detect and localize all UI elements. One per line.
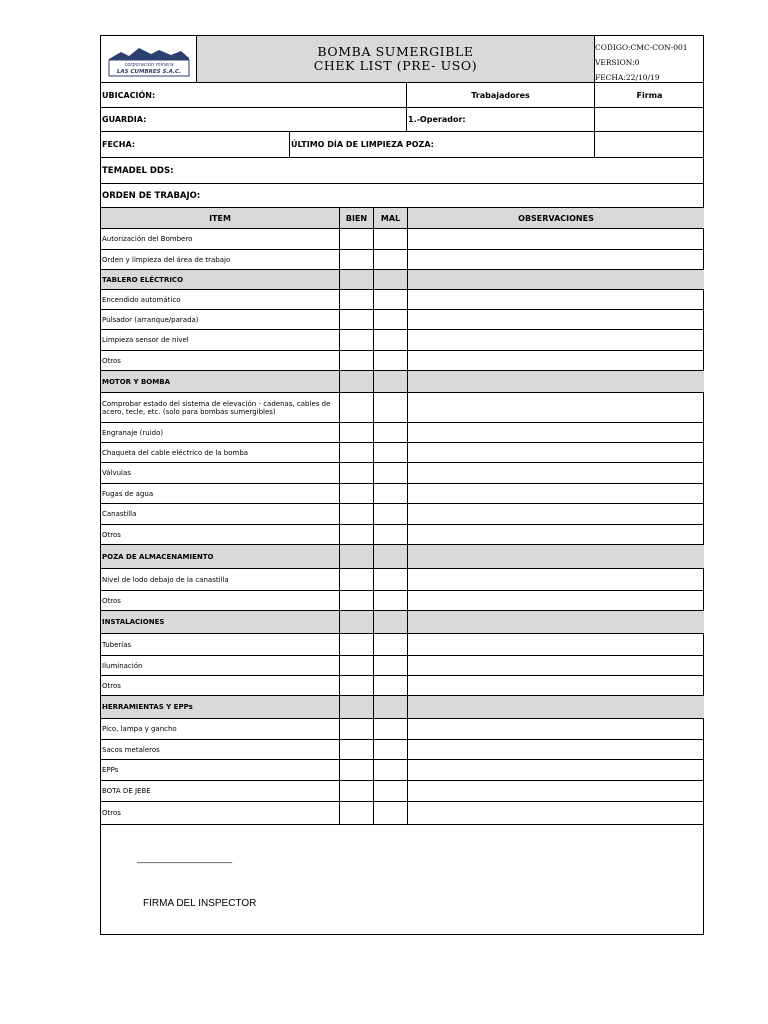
mal-checkbox[interactable] [374, 443, 407, 462]
observaciones-field[interactable] [408, 656, 704, 675]
item-label: Fugas de agua [102, 489, 154, 498]
bien-checkbox[interactable] [340, 591, 373, 610]
svg-text:LAS CUMBRES S.A.C.: LAS CUMBRES S.A.C. [116, 69, 182, 75]
item-label: Limpieza sensor de nivel [102, 336, 189, 344]
fecha-label: FECHA: [102, 140, 136, 149]
observaciones-field [408, 696, 704, 718]
checklist-sheet [100, 35, 704, 935]
item-label: Otros [102, 809, 121, 817]
observaciones-field[interactable] [408, 591, 704, 610]
svg-text:corporación minera: corporación minera [124, 62, 174, 68]
bien-checkbox[interactable] [340, 310, 373, 329]
observaciones-field [408, 371, 704, 392]
bien-checkbox[interactable] [340, 290, 373, 309]
bien-checkbox[interactable] [340, 676, 373, 695]
mal-checkbox[interactable] [374, 290, 407, 309]
bien-checkbox[interactable] [340, 719, 373, 739]
section-label: MOTOR Y BOMBA [101, 371, 339, 392]
bien-checkbox [340, 371, 373, 392]
item-label: Nivel de lodo debajo de la canastilla [102, 575, 229, 584]
observaciones-field[interactable] [408, 443, 704, 462]
observaciones-field[interactable] [408, 676, 704, 695]
header-observaciones: OBSERVACIONES [408, 208, 704, 228]
bien-checkbox[interactable] [340, 443, 373, 462]
item-label: Otros [102, 681, 121, 690]
mal-checkbox[interactable] [374, 719, 407, 739]
signature-line: ___________________ [137, 853, 233, 863]
mal-checkbox [374, 270, 407, 289]
mal-checkbox[interactable] [374, 656, 407, 675]
observaciones-field[interactable] [408, 351, 704, 370]
bien-checkbox[interactable] [340, 569, 373, 590]
bien-checkbox[interactable] [340, 393, 373, 422]
bien-checkbox [340, 545, 373, 568]
mal-checkbox[interactable] [374, 525, 407, 544]
mal-checkbox[interactable] [374, 802, 407, 824]
observaciones-field[interactable] [408, 393, 704, 422]
section-label: POZA DE ALMACENAMIENTO [101, 545, 339, 568]
mal-checkbox[interactable] [374, 484, 407, 503]
observaciones-field[interactable] [408, 719, 704, 739]
bien-checkbox [340, 696, 373, 718]
bien-checkbox[interactable] [340, 504, 373, 524]
bien-checkbox[interactable] [340, 351, 373, 370]
mal-checkbox[interactable] [374, 676, 407, 695]
item-label: EPPs [102, 766, 119, 774]
section-label: INSTALACIONES [101, 611, 339, 633]
observaciones-field[interactable] [408, 250, 704, 269]
doc-version: VERSION:0 [595, 58, 640, 67]
item-label: Engranaje (ruido) [102, 428, 164, 437]
temadel-label: TEMADEL DDS: [102, 165, 174, 176]
firma-header: Firma [636, 90, 663, 100]
mal-checkbox[interactable] [374, 351, 407, 370]
mal-checkbox[interactable] [374, 330, 407, 350]
mal-checkbox[interactable] [374, 634, 407, 655]
observaciones-field[interactable] [408, 229, 704, 249]
mal-checkbox[interactable] [374, 250, 407, 269]
item-label: Iluminación [102, 661, 143, 670]
trabajadores-header: Trabajadores [471, 90, 530, 100]
bien-checkbox[interactable] [340, 250, 373, 269]
bien-checkbox [340, 611, 373, 633]
mal-checkbox[interactable] [374, 423, 407, 442]
mal-checkbox[interactable] [374, 569, 407, 590]
mal-checkbox[interactable] [374, 393, 407, 422]
item-label: Otros [102, 596, 121, 605]
item-label: Autorización del Bombero [102, 235, 193, 243]
item-label: Chaqueta del cable eléctrico de la bomba [102, 448, 249, 457]
operador-label: 1.-Operador: [408, 115, 466, 124]
observaciones-field[interactable] [408, 760, 704, 780]
mal-checkbox[interactable] [374, 760, 407, 780]
bien-checkbox[interactable] [340, 484, 373, 503]
item-label: Otros [102, 356, 121, 365]
observaciones-field[interactable] [408, 290, 704, 309]
observaciones-field [408, 270, 704, 289]
observaciones-field[interactable] [408, 802, 704, 824]
observaciones-field[interactable] [408, 484, 704, 503]
bien-checkbox[interactable] [340, 760, 373, 780]
mal-checkbox[interactable] [374, 310, 407, 329]
observaciones-field[interactable] [408, 525, 704, 544]
bien-checkbox[interactable] [340, 634, 373, 655]
observaciones-field[interactable] [408, 423, 704, 442]
mal-checkbox[interactable] [374, 463, 407, 483]
doc-code: CODIGO:CMC-CON-001 [595, 43, 688, 52]
doc-date: FECHA:22/10/19 [595, 73, 660, 82]
observaciones-field[interactable] [408, 504, 704, 524]
item-label: Pulsador (arranque/parada) [102, 315, 199, 324]
item-label: Encendido automático [102, 295, 181, 304]
ultimo-dia-label: ÚLTIMO DÍA DE LIMPIEZA POZA: [291, 140, 434, 149]
bien-checkbox[interactable] [340, 740, 373, 759]
mal-checkbox[interactable] [374, 781, 407, 801]
title-line-2: CHEK LIST (PRE- USO) [313, 58, 478, 73]
observaciones-field [408, 611, 704, 633]
observaciones-field[interactable] [408, 310, 704, 329]
item-label: Pico, lampa y gancho [102, 725, 177, 733]
title-line-1: BOMBA SUMERGIBLE [317, 44, 474, 59]
header-mal: MAL [374, 208, 407, 228]
mal-checkbox [374, 545, 407, 568]
mal-checkbox [374, 611, 407, 633]
bien-checkbox [340, 270, 373, 289]
section-label: HERRAMIENTAS Y EPPs [101, 696, 339, 718]
item-label: Tuberías [102, 640, 132, 649]
observaciones-field[interactable] [408, 330, 704, 350]
document-title [197, 36, 594, 82]
bien-checkbox[interactable] [340, 656, 373, 675]
bien-checkbox[interactable] [340, 229, 373, 249]
bien-checkbox[interactable] [340, 525, 373, 544]
item-label: BOTA DE JEBE [102, 787, 151, 795]
observaciones-field [408, 545, 704, 568]
bien-checkbox[interactable] [340, 463, 373, 483]
company-logo [101, 36, 196, 82]
operador-firma-field[interactable] [595, 108, 704, 131]
mal-checkbox [374, 371, 407, 392]
bien-checkbox[interactable] [340, 802, 373, 824]
signature-label: FIRMA DEL INSPECTOR [143, 898, 257, 909]
mountain-logo-icon [107, 45, 191, 78]
observaciones-field[interactable] [408, 740, 704, 759]
observaciones-field[interactable] [408, 463, 704, 483]
observaciones-field[interactable] [408, 634, 704, 655]
mal-checkbox [374, 696, 407, 718]
guardia-label: GUARDIA: [102, 115, 147, 124]
mal-checkbox[interactable] [374, 591, 407, 610]
orden-label: ORDEN DE TRABAJO: [102, 190, 201, 201]
bien-checkbox[interactable] [340, 781, 373, 801]
header-item: ITEM [101, 208, 339, 228]
observaciones-field[interactable] [408, 781, 704, 801]
item-label: Otros [102, 530, 121, 539]
section-label: TABLERO ELÉCTRICO [101, 270, 339, 289]
bien-checkbox[interactable] [340, 330, 373, 350]
mal-checkbox[interactable] [374, 229, 407, 249]
item-label: Canastilla [102, 510, 137, 518]
mal-checkbox[interactable] [374, 504, 407, 524]
item-label: Válvulas [102, 469, 131, 477]
header-bien: BIEN [340, 208, 373, 228]
ubicacion-label: UBICACIÓN: [102, 90, 156, 100]
mal-checkbox[interactable] [374, 740, 407, 759]
item-label: Orden y limpieza del área de trabajo [102, 255, 231, 264]
item-label: Comprobar estado del sistema de elevación - cadenas, cables de acero, tecle, etc. (solo para bombas sumergibles) [102, 399, 331, 416]
item-label: Sacos metaleros [102, 745, 160, 754]
bien-checkbox[interactable] [340, 423, 373, 442]
observaciones-field[interactable] [408, 569, 704, 590]
